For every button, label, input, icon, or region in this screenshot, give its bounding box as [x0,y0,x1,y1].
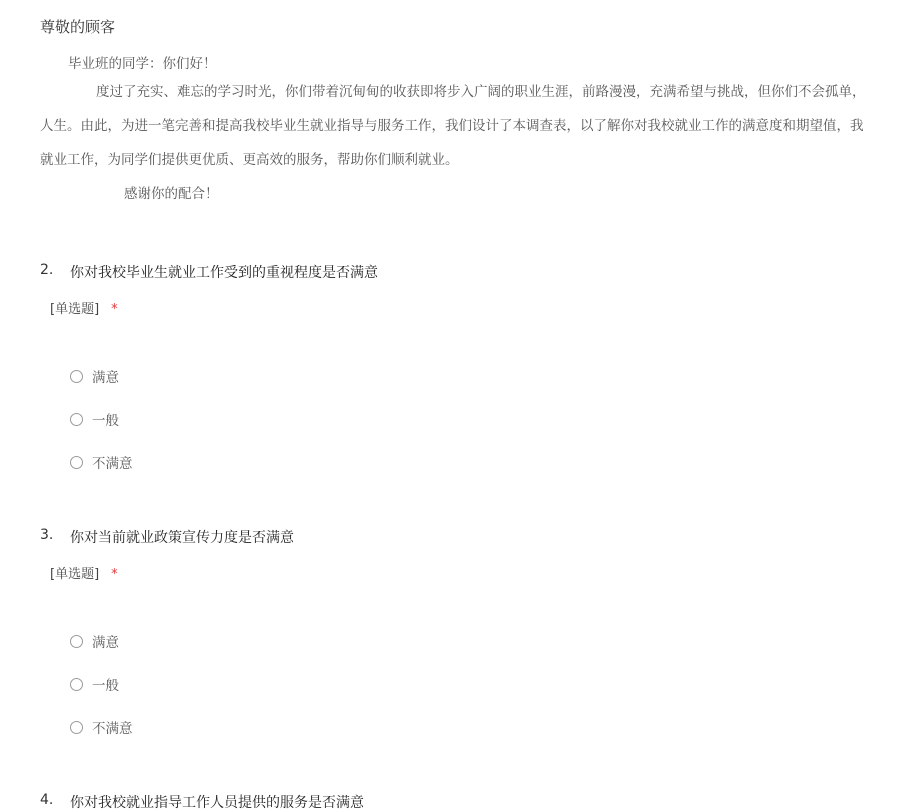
option-label: 满意 [92,370,119,386]
intro-paragraph-line-1: 度过了充实、难忘的学习时光，你们带着沉甸甸的收获即将步入广阔的职业生涯，前路漫漫，充满希望与挑战，但你们不会孤单， [96,84,866,100]
option-satisfied[interactable] [70,366,119,386]
radio-button[interactable] [70,721,83,734]
option-label: 不满意 [92,721,133,737]
option-dissatisfied[interactable] [70,717,133,737]
radio-button[interactable] [70,635,83,648]
intro-paragraph-line-3: 就业工作，为同学们提供更优质、更高效的服务，帮助你们顺利就业。 [40,152,459,168]
option-neutral[interactable] [70,674,119,694]
option-label: 一般 [92,678,119,694]
required-mark: * [111,302,118,317]
question-title: 你对我校就业指导工作人员提供的服务是否满意 [70,795,364,811]
option-satisfied[interactable] [70,631,119,651]
option-label: 不满意 [92,456,133,472]
question-number: 3. [40,527,54,543]
question-number: 2. [40,262,54,278]
required-mark: * [111,567,118,582]
question-type-label: [单选题] * [50,302,118,317]
radio-button[interactable] [70,678,83,691]
greeting-title: 尊敬的顾客 [40,18,116,36]
question-type-label: [单选题] * [50,567,118,582]
radio-button[interactable] [70,456,83,469]
greeting-salutation: 毕业班的同学：你们好！ [68,56,217,72]
radio-button[interactable] [70,370,83,383]
intro-paragraph-line-2: 人生。由此，为进一笔完善和提高我校毕业生就业指导与服务工作，我们设计了本调查表，以了解你对我校就业工作的满意度和期望值，我 [40,118,864,134]
option-label: 一般 [92,413,119,429]
question-number: 4. [40,792,54,808]
intro-thanks: 感谢你的配合！ [124,186,219,202]
radio-button[interactable] [70,413,83,426]
option-dissatisfied[interactable] [70,452,133,472]
option-neutral[interactable] [70,409,119,429]
option-label: 满意 [92,635,119,651]
question-title: 你对我校毕业生就业工作受到的重视程度是否满意 [70,265,378,281]
question-title: 你对当前就业政策宣传力度是否满意 [70,530,294,546]
